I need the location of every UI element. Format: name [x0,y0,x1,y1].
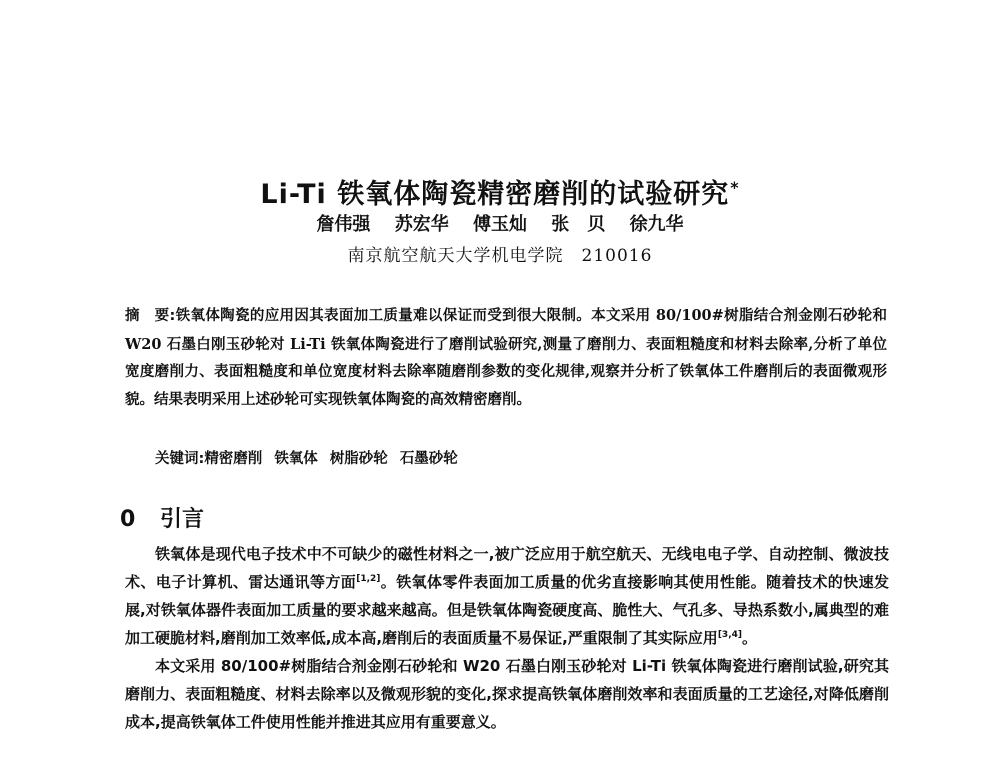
author-name: 苏宏华 [394,214,449,235]
section-title: 引言 [160,507,205,532]
paragraph-text: 。铁氧体零件表面加工质量的优劣直接影响其使用性能。随着技术的快速发展,对铁氧体器件表面加工质量的要求越来越高。但是铁氧体陶瓷硬度高、脆性大、气孔多、导热系数小,属典型的难加工硬脆材料,磨削加工效率低,成本高,磨削后的表面质量不易保证,严重限制了其实际应用 [125,573,889,647]
keyword: 石墨砂轮 [399,450,458,467]
section-number: 0 [120,507,136,532]
body-text [125,540,889,736]
paper-title [0,168,1000,215]
abstract-text: 铁氧体陶瓷的应用因其表面加工质量难以保证而受到很大限制。本文采用 80/100#树脂结合剂金刚石砂轮和 W20 石墨白刚玉砂轮对 Li-Ti 铁氧体陶瓷进行了磨削试验研究,测量了磨削力、表面粗糙度和材料去除率,分析了单位宽度磨削力、表面粗糙度和单位宽度材料去除率随磨削参数的变化规律,观察并分析了铁氧体工件磨削后的表面微观形貌。结果表明采用上述砂轮可实现铁氧体陶瓷的高效精密磨削。 [125,307,887,408]
body-paragraph [125,540,889,652]
affiliation: 南京航空航天大学机电学院 210016 [347,246,653,266]
citation: [1,2] [356,574,381,584]
keyword: 精密磨削 [204,450,263,467]
keywords [155,445,887,473]
paper-title-text: Li-Ti 铁氧体陶瓷精密磨削的试验研究 [260,179,730,210]
paragraph-text: 铁氧体是现代电子技术中不可缺少的磁性材料之一,被广泛应用于航空航天、无线电电子学、自动控制、微波技术、电子计算机、雷达通讯等方面 [125,545,889,591]
title-footnote-mark: * [730,178,740,197]
abstract-label: 摘 要: [125,308,176,324]
keywords-label: 关键词: [155,451,205,467]
citation: [3,4] [717,630,742,640]
author-name: 傅玉灿 [473,214,527,235]
author-name: 张 贝 [551,214,606,235]
keyword: 树脂砂轮 [329,450,388,467]
author-list [0,210,1000,240]
body-paragraph [125,652,889,736]
section-heading [120,503,204,537]
author-name: 詹伟强 [316,214,371,235]
abstract [125,302,887,413]
author-name: 徐九华 [629,214,684,235]
keyword: 铁氧体 [274,450,318,467]
paragraph-text: 本文采用 80/100#树脂结合剂金刚石砂轮和 W20 石墨白刚玉砂轮对 Li-Ti 铁氧体陶瓷进行磨削试验,研究其磨削力、表面粗糙度、材料去除率以及微观形貌的变化,探求提高铁氧体磨削效率和表面质量的工艺途径,对降低磨削成本,提高铁氧体工件使用性能并推进其应用有重要意义。 [125,657,889,731]
paragraph-text: 。 [741,629,757,647]
